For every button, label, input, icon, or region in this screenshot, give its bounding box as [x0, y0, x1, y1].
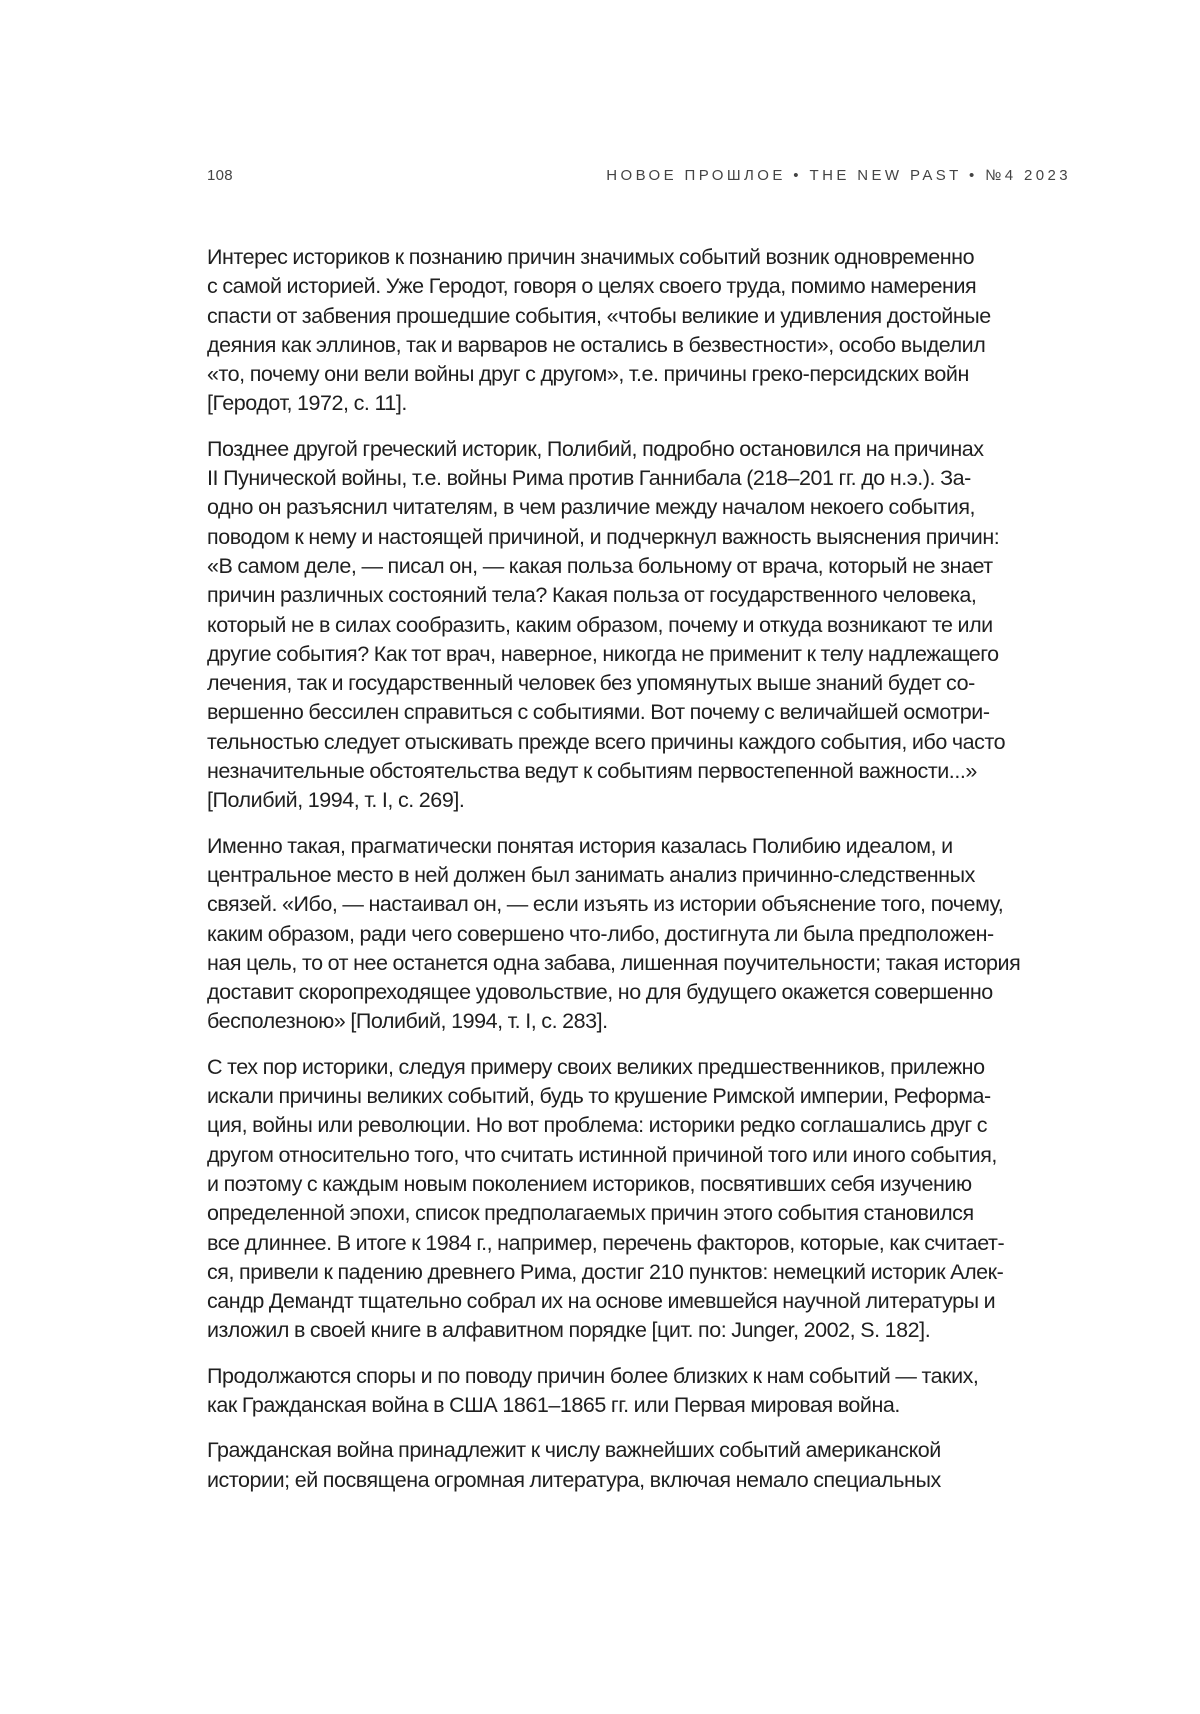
text-line: ция, войны или революции. Но вот проблема: историки редко соглашались друг с: [207, 1111, 1071, 1140]
journal-title: НОВОЕ ПРОШЛОЕ • THE NEW PAST • №4 2023: [606, 167, 1071, 184]
paragraph: [207, 243, 1071, 419]
page-number: 108: [207, 167, 233, 184]
text-line: с самой историей. Уже Геродот, говоря о целях своего труда, помимо намерения: [207, 272, 1071, 301]
text-line: одно он разъяснил читателям, в чем различие между началом некоего события,: [207, 493, 1071, 522]
text-line: связей. «Ибо, — настаивал он, — если изъять из истории объяснение того, почему,: [207, 890, 1071, 919]
text-line: другие события? Как тот врач, наверное, никогда не применит к телу надлежащего: [207, 640, 1071, 669]
text-line: доставит скоропреходящее удовольствие, но для будущего окажется совершенно: [207, 978, 1071, 1007]
paragraph: [207, 1362, 1071, 1421]
text-line: изложил в своей книге в алфавитном порядке [цит. по: Junger, 2002, S. 182].: [207, 1316, 1071, 1345]
text-line: Гражданская война принадлежит к числу важнейших событий американской: [207, 1436, 1071, 1465]
text-line: [Геродот, 1972, с. 11].: [207, 389, 1071, 418]
text-line: С тех пор историки, следуя примеру своих великих предшественников, прилежно: [207, 1053, 1071, 1082]
text-line: другом относительно того, что считать истинной причиной того или иного события,: [207, 1141, 1071, 1170]
text-line: II Пунической войны, т.е. войны Рима против Ганнибала (218–201 гг. до н.э.). За-: [207, 464, 1071, 493]
text-line: каким образом, ради чего совершено что-либо, достигнута ли была предположен-: [207, 920, 1071, 949]
paragraph: [207, 832, 1071, 1037]
text-line: истории; ей посвящена огромная литература, включая немало специальных: [207, 1466, 1071, 1495]
text-line: все длиннее. В итоге к 1984 г., например, перечень факторов, которые, как считает-: [207, 1229, 1071, 1258]
article-body: [207, 243, 1071, 1511]
text-line: деяния как эллинов, так и варваров не остались в безвестности», особо выделил: [207, 331, 1071, 360]
text-line: который не в силах сообразить, каким образом, почему и откуда возникают те или: [207, 611, 1071, 640]
text-line: ная цель, то от нее останется одна забава, лишенная поучительности; такая история: [207, 949, 1071, 978]
text-line: лечения, так и государственный человек без упомянутых выше знаний будет со-: [207, 669, 1071, 698]
text-line: [Полибий, 1994, т. I, с. 269].: [207, 786, 1071, 815]
text-line: поводом к нему и настоящей причиной, и подчеркнул важность выяснения причин:: [207, 523, 1071, 552]
text-line: бесполезною» [Полибий, 1994, т. I, с. 283].: [207, 1007, 1071, 1036]
text-line: определенной эпохи, список предполагаемых причин этого события становился: [207, 1199, 1071, 1228]
text-line: сандр Демандт тщательно собрал их на основе имевшейся научной литературы и: [207, 1287, 1071, 1316]
text-line: «то, почему они вели войны друг с другом», т.е. причины греко-персидских войн: [207, 360, 1071, 389]
text-line: ся, привели к падению древнего Рима, достиг 210 пунктов: немецкий историк Алек-: [207, 1258, 1071, 1287]
document-page: [0, 0, 1200, 1714]
running-header: [207, 167, 1071, 184]
text-line: Позднее другой греческий историк, Полибий, подробно остановился на причинах: [207, 435, 1071, 464]
text-line: «В самом деле, — писал он, — какая польза больному от врача, который не знает: [207, 552, 1071, 581]
text-line: Именно такая, прагматически понятая история казалась Полибию идеалом, и: [207, 832, 1071, 861]
text-line: вершенно бессилен справиться с событиями. Вот почему с величайшей осмотри-: [207, 698, 1071, 727]
paragraph: [207, 1436, 1071, 1495]
text-line: незначительные обстоятельства ведут к событиям первостепенной важности...»: [207, 757, 1071, 786]
text-line: спасти от забвения прошедшие события, «чтобы великие и удивления достойные: [207, 302, 1071, 331]
text-line: причин различных состояний тела? Какая польза от государственного человека,: [207, 581, 1071, 610]
text-line: Продолжаются споры и по поводу причин более близких к нам событий — таких,: [207, 1362, 1071, 1391]
text-line: как Гражданская война в США 1861–1865 гг. или Первая мировая война.: [207, 1391, 1071, 1420]
text-line: Интерес историков к познанию причин значимых событий возник одновременно: [207, 243, 1071, 272]
text-line: центральное место в ней должен был занимать анализ причинно-следственных: [207, 861, 1071, 890]
text-line: тельностью следует отыскивать прежде всего причины каждого события, ибо часто: [207, 728, 1071, 757]
paragraph: [207, 1053, 1071, 1346]
text-line: и поэтому с каждым новым поколением историков, посвятивших себя изучению: [207, 1170, 1071, 1199]
paragraph: [207, 435, 1071, 816]
text-line: искали причины великих событий, будь то крушение Римской империи, Реформа-: [207, 1082, 1071, 1111]
